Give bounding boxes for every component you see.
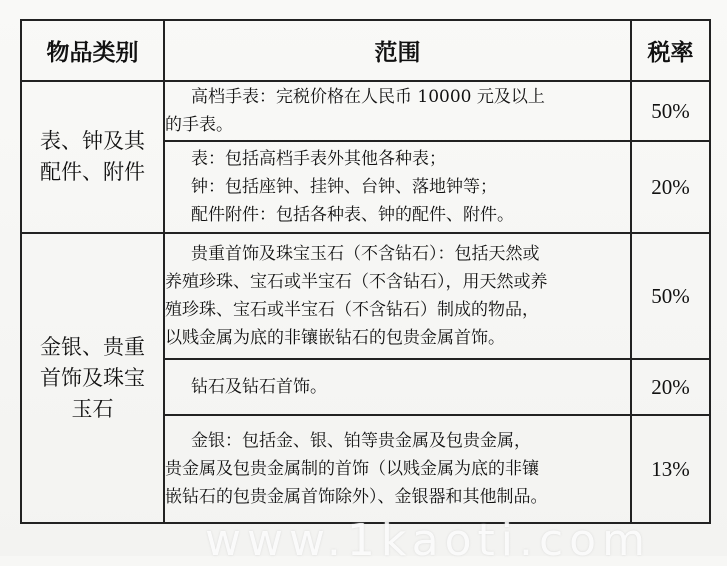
category-line: 首饰及珠宝 <box>40 365 145 390</box>
rate-cell: 13% <box>631 415 710 523</box>
rate-cell: 50% <box>631 233 710 359</box>
scope-line: 表：包括高档手表外其他各种表； <box>191 149 446 169</box>
table-row <box>21 81 710 141</box>
category-line: 玉石 <box>71 396 114 421</box>
header-rate: 税率 <box>631 20 710 81</box>
scope-cell <box>164 359 631 415</box>
scope-line: 贵重首饰及珠宝玉石（不含钻石）：包括天然或 <box>191 244 540 264</box>
scope-line: 钟：包括座钟、挂钟、台钟、落地钟等； <box>191 177 497 197</box>
category-line: 金银、贵重 <box>40 334 145 359</box>
category-cell-jewelry <box>21 233 164 523</box>
table-row <box>21 233 710 359</box>
header-category: 物品类别 <box>21 20 164 81</box>
header-scope: 范围 <box>164 20 631 81</box>
scope-line: 养殖珍珠、宝石或半宝石（不含钻石），用天然或养 <box>165 272 548 292</box>
scope-line: 嵌钻石的包贵金属首饰除外）、金银器和其他制品。 <box>165 487 548 507</box>
scope-cell <box>164 141 631 233</box>
scope-cell <box>164 415 631 523</box>
category-line: 表、钟及其 <box>40 129 145 153</box>
scope-line: 配件附件：包括各种表、钟的配件、附件。 <box>191 205 514 225</box>
rate-cell: 20% <box>631 141 710 233</box>
rate-cell: 50% <box>631 81 710 141</box>
scope-line: 以贱金属为底的非镶嵌钻石的包贵金属首饰。 <box>165 328 505 348</box>
watermark: www.1kaoti.com <box>205 515 651 566</box>
scope-line: 金银：包括金、银、铂等贵金属及包贵金属， <box>191 431 531 451</box>
category-line: 配件、附件 <box>40 160 145 184</box>
scope-cell <box>164 233 631 359</box>
scope-line: 贵金属及包贵金属制的首饰（以贱金属为底的非镶 <box>165 459 539 479</box>
category-cell-watches <box>21 81 164 233</box>
table-header-row <box>21 20 710 81</box>
scope-line: 的手表。 <box>165 115 233 135</box>
scope-cell <box>164 81 631 141</box>
tax-rate-table <box>20 19 711 524</box>
scope-line: 钻石及钻石首饰。 <box>191 377 327 397</box>
scope-line: 殖珍珠、宝石或半宝石（不含钻石）制成的物品， <box>165 300 539 320</box>
scope-line: 高档手表：完税价格在人民币 10000 元及以上 <box>191 87 545 107</box>
rate-cell: 20% <box>631 359 710 415</box>
